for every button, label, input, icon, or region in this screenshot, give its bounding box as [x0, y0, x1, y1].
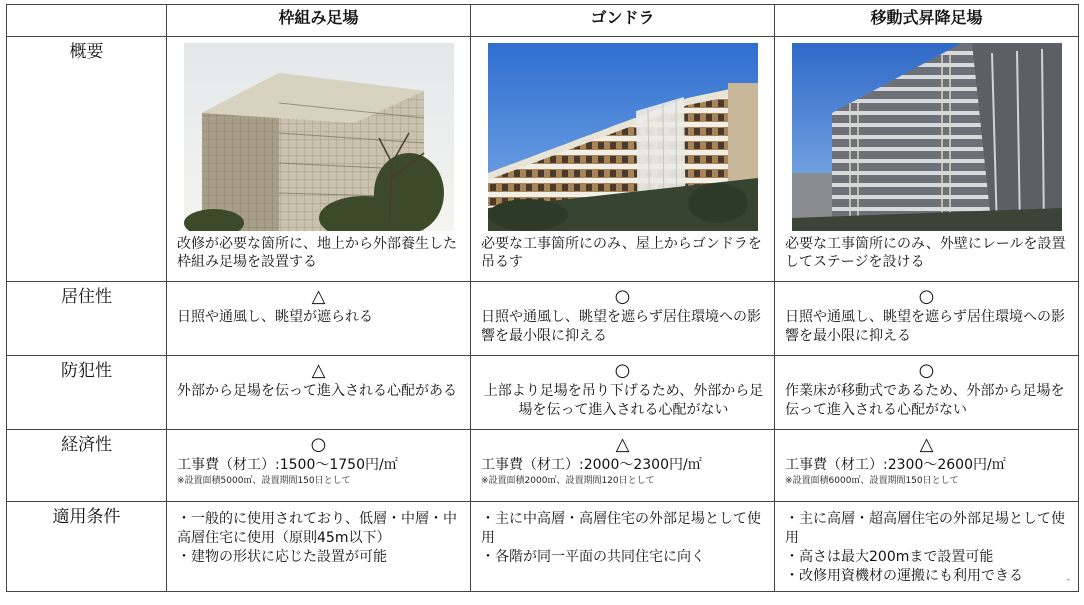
column-header-gondola: ゴンドラ	[471, 5, 775, 37]
column-header-mobile-lift: 移動式昇降足場	[775, 5, 1079, 37]
crime-text: 外部から足場を伝って進入される心配がある	[177, 383, 457, 399]
building-photo-gondola	[488, 43, 758, 231]
crime-text: 上部より足場を吊り下げるため、外部から足場を伝って進入される心配がない	[483, 383, 764, 418]
conditions-list	[471, 502, 774, 567]
overview-cell-gondola	[471, 37, 775, 282]
livability-text: 日照や通風し、眺望が遮られる	[177, 309, 373, 325]
column-header-frame-scaffold: 枠組み足場	[167, 5, 471, 37]
row-conditions	[7, 502, 1079, 592]
livability-text: 日照や通風し、眺望を遮らず居住環境への影響を最小限に抑える	[785, 309, 1065, 344]
economy-cell-gondola	[471, 430, 775, 502]
cost-note: ※設置面積5000㎡、設置期間150日として	[177, 476, 351, 486]
rating-mark: ○	[614, 286, 631, 307]
crime-cell-frame-scaffold	[167, 356, 471, 430]
conditions-cell-gondola	[471, 502, 775, 592]
livability-cell-mobile-lift	[775, 282, 1079, 356]
condition-item: ・改修用資機材の運搬にも利用できる	[785, 568, 1023, 584]
economy-cell-mobile-lift	[775, 430, 1079, 502]
row-overview	[7, 37, 1079, 282]
livability-cell-gondola	[471, 282, 775, 356]
crime-cell-gondola	[471, 356, 775, 430]
livability-text: 日照や通風し、眺望を遮らず居住環境への影響を最小限に抑える	[481, 309, 761, 344]
rating-mark: △	[615, 434, 630, 455]
livability-cell-frame-scaffold	[167, 282, 471, 356]
row-crime-prevention	[7, 356, 1079, 430]
conditions-list	[167, 502, 470, 567]
condition-item: ・主に高層・超高層住宅の外部足場として使用	[785, 511, 1065, 546]
crime-text: 作業床が移動式であるため、外部から足場を伝って進入される心配がない	[785, 383, 1065, 418]
crime-cell-mobile-lift	[775, 356, 1079, 430]
row-header-overview: 概要	[7, 37, 167, 282]
row-header-economy: 経済性	[7, 430, 167, 502]
conditions-cell-frame-scaffold	[167, 502, 471, 592]
cost-text: 工事費（材工）:2000～2300円/㎡	[481, 457, 702, 473]
row-header-crime-prevention: 防犯性	[7, 356, 167, 430]
overview-cell-frame-scaffold	[167, 37, 471, 282]
rating-mark: △	[311, 360, 326, 381]
overview-text-frame-scaffold: 改修が必要な箇所に、地上から外部養生した枠組み足場を設置する	[177, 236, 457, 270]
rating-mark: ○	[918, 286, 935, 307]
row-header-livability: 居住性	[7, 282, 167, 356]
comparison-table	[6, 4, 1079, 592]
row-economy	[7, 430, 1079, 502]
rating-mark: △	[311, 286, 326, 307]
overview-text-gondola: 必要な工事箇所にのみ、屋上からゴンドラを吊るす	[481, 236, 762, 270]
conditions-list	[775, 502, 1078, 586]
condition-item: ・建物の形状に応じた設置が可能	[177, 549, 387, 565]
cost-note: ※設置面積6000㎡、設置期間150日として	[785, 476, 959, 486]
economy-cell-frame-scaffold	[167, 430, 471, 502]
conditions-cell-mobile-lift	[775, 502, 1079, 592]
row-livability	[7, 282, 1079, 356]
rating-mark: ○	[310, 434, 327, 455]
condition-item: ・一般的に使用されており、低層・中層・中高層住宅に使用（原則45m以下）	[177, 511, 457, 546]
condition-item: ・主に中高層・高層住宅の外部足場として使用	[481, 511, 761, 546]
corner-cell	[7, 5, 167, 37]
condition-item: ・高さは最大200mまで設置可能	[785, 549, 994, 565]
rating-mark: ○	[614, 360, 631, 381]
rating-mark: ○	[918, 360, 935, 381]
rating-mark: △	[919, 434, 934, 455]
overview-text-mobile-lift: 必要な工事箇所にのみ、外壁にレールを設置してステージを設ける	[785, 236, 1066, 270]
row-header-conditions: 適用条件	[7, 502, 167, 592]
header-row	[7, 5, 1079, 37]
cost-text: 工事費（材工）:2300～2600円/㎡	[785, 457, 1006, 473]
overview-cell-mobile-lift	[775, 37, 1079, 282]
page-mark: -	[1066, 575, 1070, 585]
cost-text: 工事費（材工）:1500～1750円/㎡	[177, 457, 398, 473]
building-photo-mobile-lift	[792, 43, 1062, 231]
building-photo-frame-scaffold	[184, 43, 454, 231]
condition-item: ・各階が同一平面の共同住宅に向く	[481, 549, 705, 565]
cost-note: ※設置面積2000㎡、設置期間120日として	[481, 476, 655, 486]
